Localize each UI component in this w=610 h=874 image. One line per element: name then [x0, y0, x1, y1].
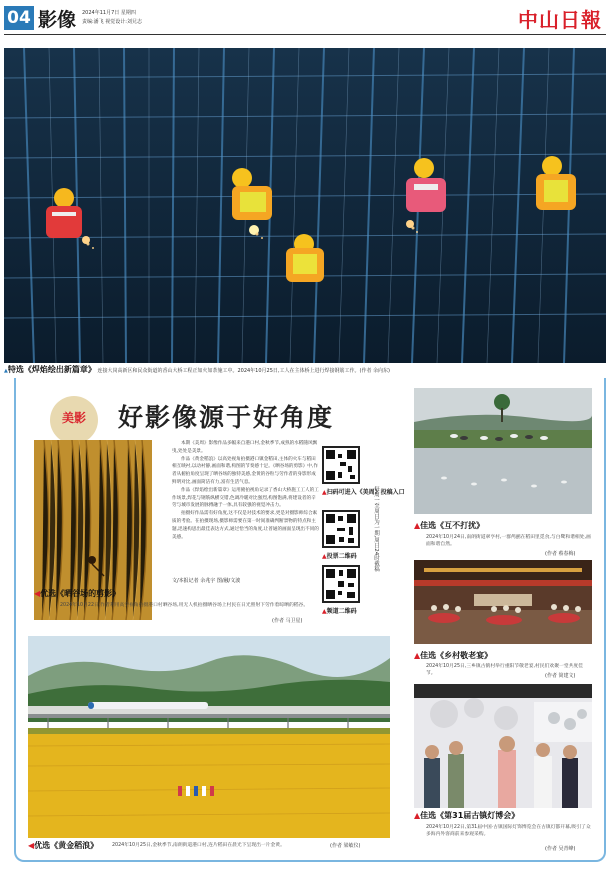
channel-qr-label — [322, 606, 357, 615]
vote-qr-label — [322, 551, 357, 560]
caption-marker-icon: ◀ — [28, 841, 35, 850]
golden-rice-illustration — [28, 636, 390, 838]
egrets-title: 佳选《互不打扰》 — [420, 521, 485, 530]
caption-marker-icon: ▲ — [414, 521, 421, 530]
golden-rice-caption: 2024年10月25日,金秋季节,南朗街道港口村,连片稻田在晨光下呈现出一片金黄。 — [112, 843, 285, 848]
main-photo-caption — [4, 365, 606, 376]
high-speed-train — [88, 702, 208, 709]
lighting-fair-title: 佳选《第31届古镇灯博会》 — [420, 811, 520, 820]
threshing-photo-title: 优选《晒谷场的剪影》 — [40, 589, 121, 598]
lighting-fair-caption: 2024年10月22日,第31届中国·古镇国际灯饰博览会在古镇灯都开幕,吸引了众多海内外客商前来参观采购。 — [426, 825, 591, 837]
qr-marker-icon: ▲ — [322, 608, 327, 615]
editor-line: 责编:潘飞 视觉设计:刘兄志 — [82, 19, 142, 25]
channel-qr-code[interactable] — [322, 565, 360, 603]
date-line: 2024年11月7日 星期四 — [82, 10, 136, 16]
caption-marker-icon: ▲ — [414, 811, 421, 820]
qr-marker-icon: ▲ — [322, 553, 327, 560]
caption-marker-icon: ▲ — [4, 368, 8, 374]
main-photo-welders — [4, 48, 606, 363]
vote-qr-text: 投票二维码 — [326, 553, 357, 560]
banquet-author: (作者 简建文) — [545, 673, 576, 679]
channel-qr-text: 频道二维码 — [326, 608, 357, 615]
egrets-title-row — [414, 520, 484, 531]
banquet-title-row — [414, 650, 492, 661]
photo-golden-rice — [28, 636, 390, 838]
photo-banquet — [414, 560, 592, 644]
qr-pattern — [324, 567, 358, 601]
threshing-photo-caption: 2024年10月22日,作者利用高空视角拍摄港口村晒谷场,用无人机拍摄晒谷场上村民在日光照射下劳作着晾晒的稻谷。 — [60, 603, 309, 608]
column-logo-text: 美影 — [61, 411, 86, 425]
article-paragraph: 本期《美周》影像作品多幅来自港口村,金秋季节,成熟的水稻随风飘曳,处处是美景。 — [172, 441, 318, 454]
egrets-illustration — [414, 388, 592, 514]
header-divider — [4, 34, 606, 35]
feature-headline: 好影像源于好角度 — [118, 403, 335, 432]
lighting-fair-illustration — [414, 684, 592, 808]
farmer-figure — [88, 556, 96, 564]
banquet-caption: 2024年10月25日,三乡镇古鹤村举行重阳节敬老宴,村民们欢聚一堂共度佳节。 — [426, 664, 583, 676]
main-photo-title: 特选《焊焰绘出新篇章》 — [7, 365, 96, 374]
egrets-caption: 2024年10月24日,南朗街道翠亨村,一群鸬鹚在稻田里觅食,与白鹭和谐相处,画面和谐自然。 — [426, 535, 591, 547]
photo-lighting-fair — [414, 684, 592, 808]
newspaper-masthead: 中山日報 — [518, 8, 602, 32]
golden-rice-title-row — [28, 840, 98, 851]
feature-article — [172, 440, 320, 541]
vote-qr-code[interactable] — [322, 510, 360, 548]
caption-marker-icon: ◀ — [34, 589, 41, 598]
column-logo-badge — [50, 396, 98, 444]
article-paragraph: 拍摄好作品需有好角度,这不仅是对技术的要求,更是对摄影师综合素质的考验。在拍摄现场,摄影师需要在第一时间准确判断景物的特点和主题,迅速构思出最佳表达方式,通过恰当的角度,让普通的画面呈现出不同的美感。 — [172, 511, 319, 540]
caption-marker-icon: ▲ — [414, 651, 421, 660]
submission-qr-label — [322, 487, 405, 496]
golden-rice-title: 优选《黄金稻浪》 — [34, 841, 99, 850]
banquet-title: 佳选《乡村敬老宴》 — [420, 651, 493, 660]
banquet-illustration — [414, 560, 592, 644]
photo-egrets — [414, 388, 592, 514]
qr-pattern — [324, 448, 358, 482]
submission-qr-code[interactable] — [322, 446, 360, 484]
golden-rice-author: (作者 梁敏仪) — [330, 843, 361, 849]
submission-qr-text: 扫码可进入《美周》投稿入口 — [326, 489, 405, 496]
qr-pattern — [324, 512, 358, 546]
article-byline: 文/本报记者 余兆宇 图/融/文波 — [172, 578, 241, 584]
submission-schedule-note: 每周一至周日为一期,周日24时截稿 — [373, 486, 379, 572]
egrets-author: (作者 蔡春梅) — [545, 551, 576, 557]
page-number: 04 — [4, 6, 34, 30]
lighting-fair-author: (作者 吴青峰) — [545, 846, 576, 852]
main-photo-caption-text: 连接大岗高新区和民众街道的香山大桥工程正如火如荼施工中。2024年10月25日,工人在主体桥上进行焊接钢筋工作。(作者 余向东) — [97, 368, 390, 374]
welders-illustration — [4, 48, 606, 363]
article-paragraph: 作品《黄金稻浪》以高处视角拍摄港口镇金稻田,主体的火车与稻田相互映衬,以动衬静,画面和谐,构图的节奏感十足。《晒谷场的剪影》中,作者从俯拍角度呈现了晒谷场的独特美感,金黄的谷粒与劳作者的身影形成鲜明对比,画面简洁有力,富有生活气息。 — [172, 456, 318, 485]
threshing-photo-title-row — [34, 588, 120, 599]
qr-marker-icon: ▲ — [322, 489, 327, 496]
article-paragraph: 作品《焊焰绘出新篇章》运用俯拍视角记录了香山大桥施工工人的工作场景,焊花与钢筋纵横交错,色调冷暖对比强烈,构图饱满,将建设者的辛劳与城市发展的脉搏融于一体,具有较强的视觉冲击力。 — [172, 487, 319, 509]
threshing-photo-author: (作者 马卫星) — [272, 618, 303, 624]
lighting-fair-title-row — [414, 810, 519, 821]
section-title: 影像 — [38, 9, 77, 31]
